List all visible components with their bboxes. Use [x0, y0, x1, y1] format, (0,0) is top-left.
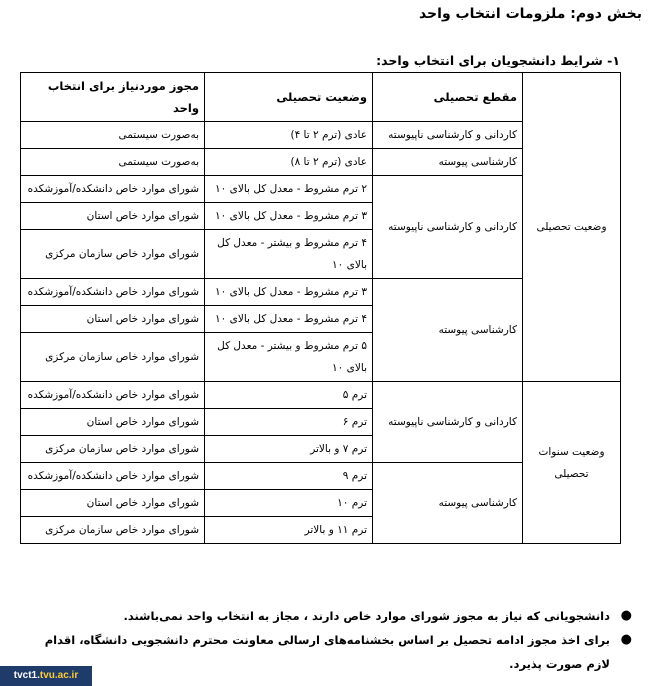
header-permit: مجوز موردنیاز برای انتخاب واحد [21, 73, 205, 122]
note-text: دانشجویانی که نیاز به مجوز شورای موارد خاص دارند ، مجاز به انتخاب واحد نمی‌باشند. [123, 609, 610, 623]
notes-list [36, 604, 636, 676]
status-cell: عادی (ترم ۲ تا ۸) [205, 149, 373, 176]
grade-cell: کارشناسی پیوسته [373, 149, 523, 176]
status-cell: ۵ ترم مشروط و بیشتر - معدل کل بالای ۱۰ [205, 333, 373, 382]
permit-cell: شورای موارد خاص دانشکده/آموزشکده [21, 463, 205, 490]
page-title: بخش دوم: ملزومات انتخاب واحد [418, 6, 642, 22]
permit-cell: شورای موارد خاص دانشکده/آموزشکده [21, 176, 205, 203]
header-grade: مقطع تحصیلی [373, 73, 523, 122]
status-cell: ترم ۵ [205, 382, 373, 409]
status-cell: ۲ ترم مشروط - معدل کل بالای ۱۰ [205, 176, 373, 203]
permit-cell: شورای موارد خاص سازمان مرکزی [21, 230, 205, 279]
grade-cell: کاردانی و کارشناسی ناپیوسته [373, 122, 523, 149]
permit-cell: به‌صورت سیستمی [21, 149, 205, 176]
table-row [21, 382, 621, 409]
permit-cell: شورای موارد خاص استان [21, 203, 205, 230]
logo-main-text: tvct1. [13, 670, 40, 681]
bullet-icon: ● [620, 632, 632, 647]
status-cell: ترم ۶ [205, 409, 373, 436]
status-cell: ترم ۱۱ و بالاتر [205, 517, 373, 544]
header-status: وضعیت تحصیلی [205, 73, 373, 122]
note-text: برای اخذ مجوز ادامه تحصیل بر اساس بخشنامه‌های ارسالی معاونت محترم دانشجویی دانشگاه، اقدام لازم صورت پذیرد. [44, 633, 610, 671]
permit-cell: شورای موارد خاص دانشکده/آموزشکده [21, 382, 205, 409]
permit-cell: شورای موارد خاص سازمان مرکزی [21, 517, 205, 544]
grade-cell: کاردانی و کارشناسی ناپیوسته [373, 382, 523, 463]
permit-cell: شورای موارد خاص استان [21, 409, 205, 436]
status-cell: ترم ۷ و بالاتر [205, 436, 373, 463]
group-years-status: وضعیت سنوات تحصیلی [523, 382, 621, 544]
note-item [36, 628, 636, 676]
status-cell: ترم ۱۰ [205, 490, 373, 517]
permit-cell: شورای موارد خاص سازمان مرکزی [21, 436, 205, 463]
logo-domain-text: tvu.ac.ir [39, 670, 79, 681]
site-logo [0, 666, 92, 686]
bullet-icon: ● [620, 608, 632, 623]
requirements-table [20, 72, 621, 544]
status-cell: ترم ۹ [205, 463, 373, 490]
group-education-status: وضعیت تحصیلی [523, 73, 621, 382]
permit-cell: به‌صورت سیستمی [21, 122, 205, 149]
permit-cell: شورای موارد خاص استان [21, 490, 205, 517]
status-cell: ۳ ترم مشروط - معدل کل بالای ۱۰ [205, 203, 373, 230]
section-title: ۱- شرایط دانشجویان برای انتخاب واحد: [376, 53, 620, 68]
note-item [36, 604, 636, 628]
status-cell: ۴ ترم مشروط و بیشتر - معدل کل بالای ۱۰ [205, 230, 373, 279]
status-cell: ۴ ترم مشروط - معدل کل بالای ۱۰ [205, 306, 373, 333]
permit-cell: شورای موارد خاص دانشکده/آموزشکده [21, 279, 205, 306]
permit-cell: شورای موارد خاص استان [21, 306, 205, 333]
grade-cell: کاردانی و کارشناسی ناپیوسته [373, 176, 523, 279]
grade-cell: کارشناسی پیوسته [373, 463, 523, 544]
status-cell: ۳ ترم مشروط - معدل کل بالای ۱۰ [205, 279, 373, 306]
table-header-row [21, 73, 621, 122]
grade-cell: کارشناسی پیوسته [373, 279, 523, 382]
permit-cell: شورای موارد خاص سازمان مرکزی [21, 333, 205, 382]
status-cell: عادی (ترم ۲ تا ۴) [205, 122, 373, 149]
